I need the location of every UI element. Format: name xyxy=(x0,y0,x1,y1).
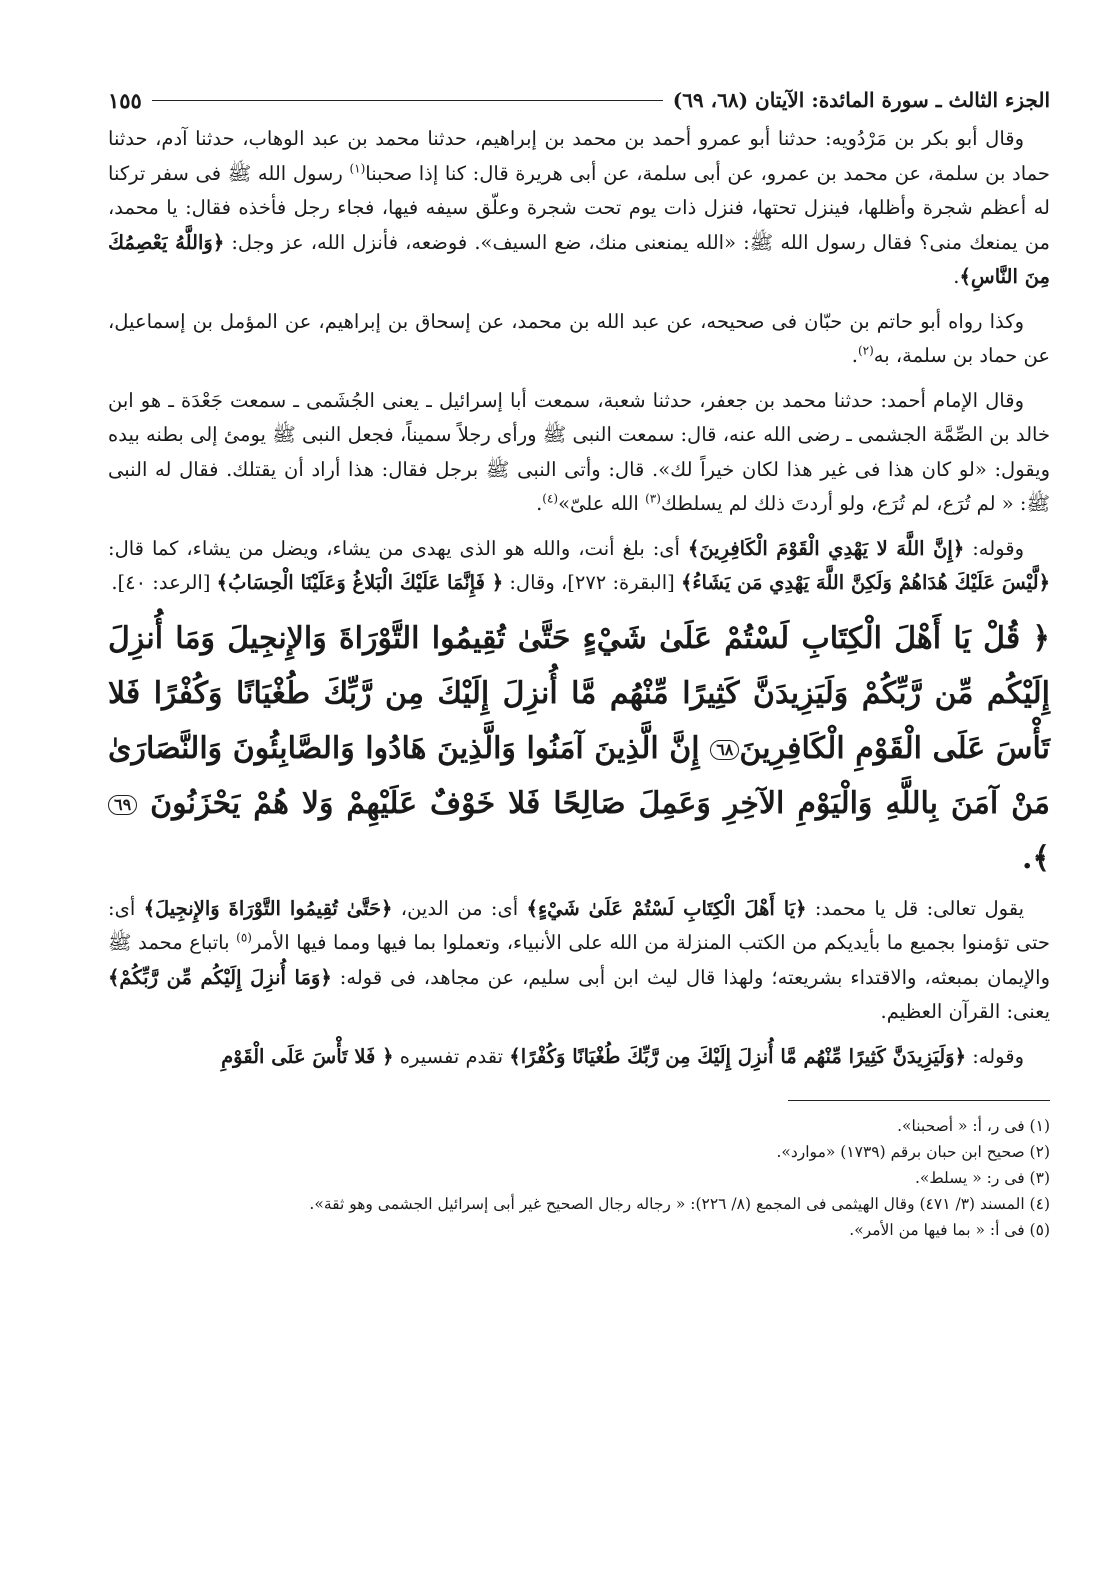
text-run: الله علىّ» xyxy=(558,492,646,515)
text-run: . xyxy=(851,344,858,367)
verse-text: ﴿ قُلْ يَا أَهْلَ الْكِتَابِ لَسْتُمْ عَلَىٰ شَيْءٍ حَتَّىٰ تُقِيمُوا التَّوْرَاةَ وَالإِنجِيلَ وَمَا أُنزِلَ إِلَيْكُم مِّن رَّبِّكُمْ وَلَيَزِيدَنَّ كَثِيرًا مِّنْهُم مَّا أُنزِلَ إِلَيْكَ مِن رَّبِّكَ طُغْيَانًا وَكُفْرًا فَلا تَأْسَ عَلَى الْقَوْمِ الْكَافِرِينَ xyxy=(108,620,1050,766)
text-run: وكذا رواه أبو حاتم بن حبّان فى صحيحه، عن عبد الله بن محمد، عن إسحاق بن إبراهيم، عن المؤمل بن إسماعيل، عن حماد بن سلمة، به xyxy=(108,309,1050,367)
footnote-ref: (٤) xyxy=(542,491,559,506)
text-run: وقوله: xyxy=(964,536,1024,560)
footnote-ref: (١) xyxy=(349,161,366,175)
footnote-1: (١) فى ر، أ: « أصحبنا». xyxy=(897,1117,1050,1135)
paragraph-tafsir xyxy=(108,892,1050,1030)
footnote-5: (٥) فى أ: « بما فيها من الأمر». xyxy=(849,1221,1050,1239)
quran-verse-block xyxy=(108,611,1050,886)
text-run: . xyxy=(953,265,960,288)
text-run: [الرعد: ٤٠]. xyxy=(111,571,217,594)
header-title: الجزء الثالث ـ سورة المائدة: الآيتان (٦٨، ٦٩) xyxy=(672,88,1050,112)
quran-quote: ﴿حَتَّىٰ تُقِيمُوا التَّوْرَاةَ وَالإِنجِيلَ﴾ xyxy=(143,896,393,920)
quran-quote: ﴿يَا أَهْلَ الْكِتَابِ لَسْتُمْ عَلَىٰ شَيْءٍ﴾ xyxy=(526,896,807,920)
quran-quote: ﴿ فَلا تَأْسَ عَلَى الْقَوْمِ xyxy=(221,1044,394,1068)
footnote-4: (٤) المسند (٣/ ٤٧١) وقال الهيثمى فى المجمع (٨/ ٢٢٦): « رجاله رجال الصحيح غير أبى إسرائيل الجشمى وهو ثقة». xyxy=(309,1195,1050,1213)
text-run: يقول تعالى: قل يا محمد: xyxy=(806,896,1024,920)
footnote-ref: (٢) xyxy=(857,343,874,358)
ayah-number-marker: ٦٩ xyxy=(108,795,137,815)
page-number: ١٥٥ xyxy=(108,87,142,113)
quran-quote: ﴿وَمَا أُنزِلَ إِلَيْكُم مِّن رَّبِّكُمْ﴾ xyxy=(108,965,332,989)
text-run: أى: حتى تؤمنوا بجميع ما بأيديكم من الكتب المنزلة من الله على الأنبياء، وتعملوا بما فيها ومما فيها الأمر xyxy=(108,896,1050,954)
paragraph-hadith-ibn-marduyah xyxy=(108,122,1050,295)
text-run: رسول الله ﷺ فى سفر تركنا له أعظم شجرة وأظلها، فينزل تحتها، فنزل ذات يوم تحت شجرة وعلّق سيفه فيها، فجاء رجل فأخذه فقال: يا محمد، من يمنعك منى؟ فقال رسول الله ﷺ: «الله يمنعنى منك، ضع السيف». فوضعه، فأنزل الله، عز وجل: xyxy=(108,161,1051,254)
footnote-ref: (٥) xyxy=(236,930,252,945)
footnote-separator xyxy=(788,1100,1050,1101)
text-run: [البقرة: ٢٧٢]، وقال: xyxy=(503,571,681,594)
book-page xyxy=(108,78,1050,1551)
running-header xyxy=(108,78,1050,122)
paragraph-continuation xyxy=(108,1040,1050,1075)
text-run: أى: من الدين، xyxy=(392,896,527,920)
text-run: وقال الإمام أحمد: حدثنا محمد بن جعفر، حدثنا شعبة، سمعت أبا إسرائيل ـ يعنى الجُشَمى ـ سمعت جَعْدَة ـ هو ابن خالد بن الصِّمَّة الجشمى ـ رضى الله عنه، قال: سمعت النبى ﷺ ورأى رجلاً سميناً، فجعل النبى ﷺ يومئ إلى بطنه بيده ويقول: «لو كان هذا فى غير هذا لكان خيراً لك». قال: وأتى النبى ﷺ برجل فقال: هذا أراد أن يقتلك. فقال له النبى ﷺ: « لم تُرَع، لم تُرَع، ولو أردتَ ذلك لم يسلطك xyxy=(108,388,1050,515)
header-rule xyxy=(152,100,663,101)
text-run: وقال أبو بكر بن مَرْدُويه: حدثنا أبو عمرو أحمد بن محمد بن إبراهيم، حدثنا محمد بن عبد الوهاب، حدثنا آدم، حدثنا حماد بن سلمة، عن محمد بن عمرو، عن أبى سلمة، عن أبى هريرة قال: كنا إذا صحبنا xyxy=(108,127,1050,185)
quran-quote: ﴿وَاللَّهُ يَعْصِمُكَ مِنَ النَّاسِ﴾ xyxy=(108,230,1050,288)
verse-text: إِنَّ الَّذِينَ آمَنُوا وَالَّذِينَ هَادُوا وَالصَّابِئُونَ وَالنَّصَارَىٰ مَنْ آمَنَ بِاللَّهِ وَالْيَوْمِ الآخِرِ وَعَمِلَ صَالِحًا فَلا خَوْفٌ عَلَيْهِمْ وَلا هُمْ يَحْزَنُونَ xyxy=(108,730,1050,821)
text-run: تقدم تفسيره xyxy=(393,1044,510,1068)
quran-quote: ﴿لَّيْسَ عَلَيْكَ هُدَاهُمْ وَلَكِنَّ اللَّهَ يَهْدِي مَن يَشَاءُ﴾ xyxy=(680,571,1050,594)
quran-quote: ﴿إِنَّ اللَّهَ لا يَهْدِي الْقَوْمَ الْكَافِرِينَ﴾ xyxy=(687,536,965,560)
footnote-2: (٢) صحيح ابن حبان برقم (١٧٣٩) «موارد». xyxy=(776,1143,1050,1161)
ayah-number-marker: ٦٨ xyxy=(710,740,739,760)
text-run: . xyxy=(536,492,543,515)
text-run: باتباع محمد ﷺ والإيمان بمبعثه، والاقتداء بشريعته؛ ولهذا قال ليث ابن أبى سليم، عن مجاهد، فى قوله: xyxy=(108,931,1051,989)
text-run: وقوله: xyxy=(966,1044,1024,1068)
footnotes xyxy=(108,1113,1050,1243)
paragraph-commentary xyxy=(108,532,1050,601)
quran-quote: ﴿ فَإِنَّمَا عَلَيْكَ الْبَلاغُ وَعَلَيْنَا الْحِسَابُ﴾ xyxy=(216,571,504,594)
text-run: أى: بلغ أنت، والله هو الذى يهدى من يشاء، ويضل من يشاء، كما قال: xyxy=(108,536,688,560)
quran-quote: ﴿وَلَيَزِيدَنَّ كَثِيرًا مِّنْهُم مَّا أُنزِلَ إِلَيْكَ مِن رَّبِّكَ طُغْيَانًا وَكُفْرًا﴾ xyxy=(509,1044,967,1068)
paragraph-ibn-hibban xyxy=(108,305,1050,374)
paragraph-imam-ahmad xyxy=(108,384,1050,522)
footnote-3: (٣) فى ر: « يسلط». xyxy=(914,1169,1050,1187)
text-run: يعنى: القرآن العظيم. xyxy=(880,1000,1050,1023)
verse-text: ﴾. xyxy=(1021,840,1050,876)
footnote-ref: (٣) xyxy=(645,491,661,506)
